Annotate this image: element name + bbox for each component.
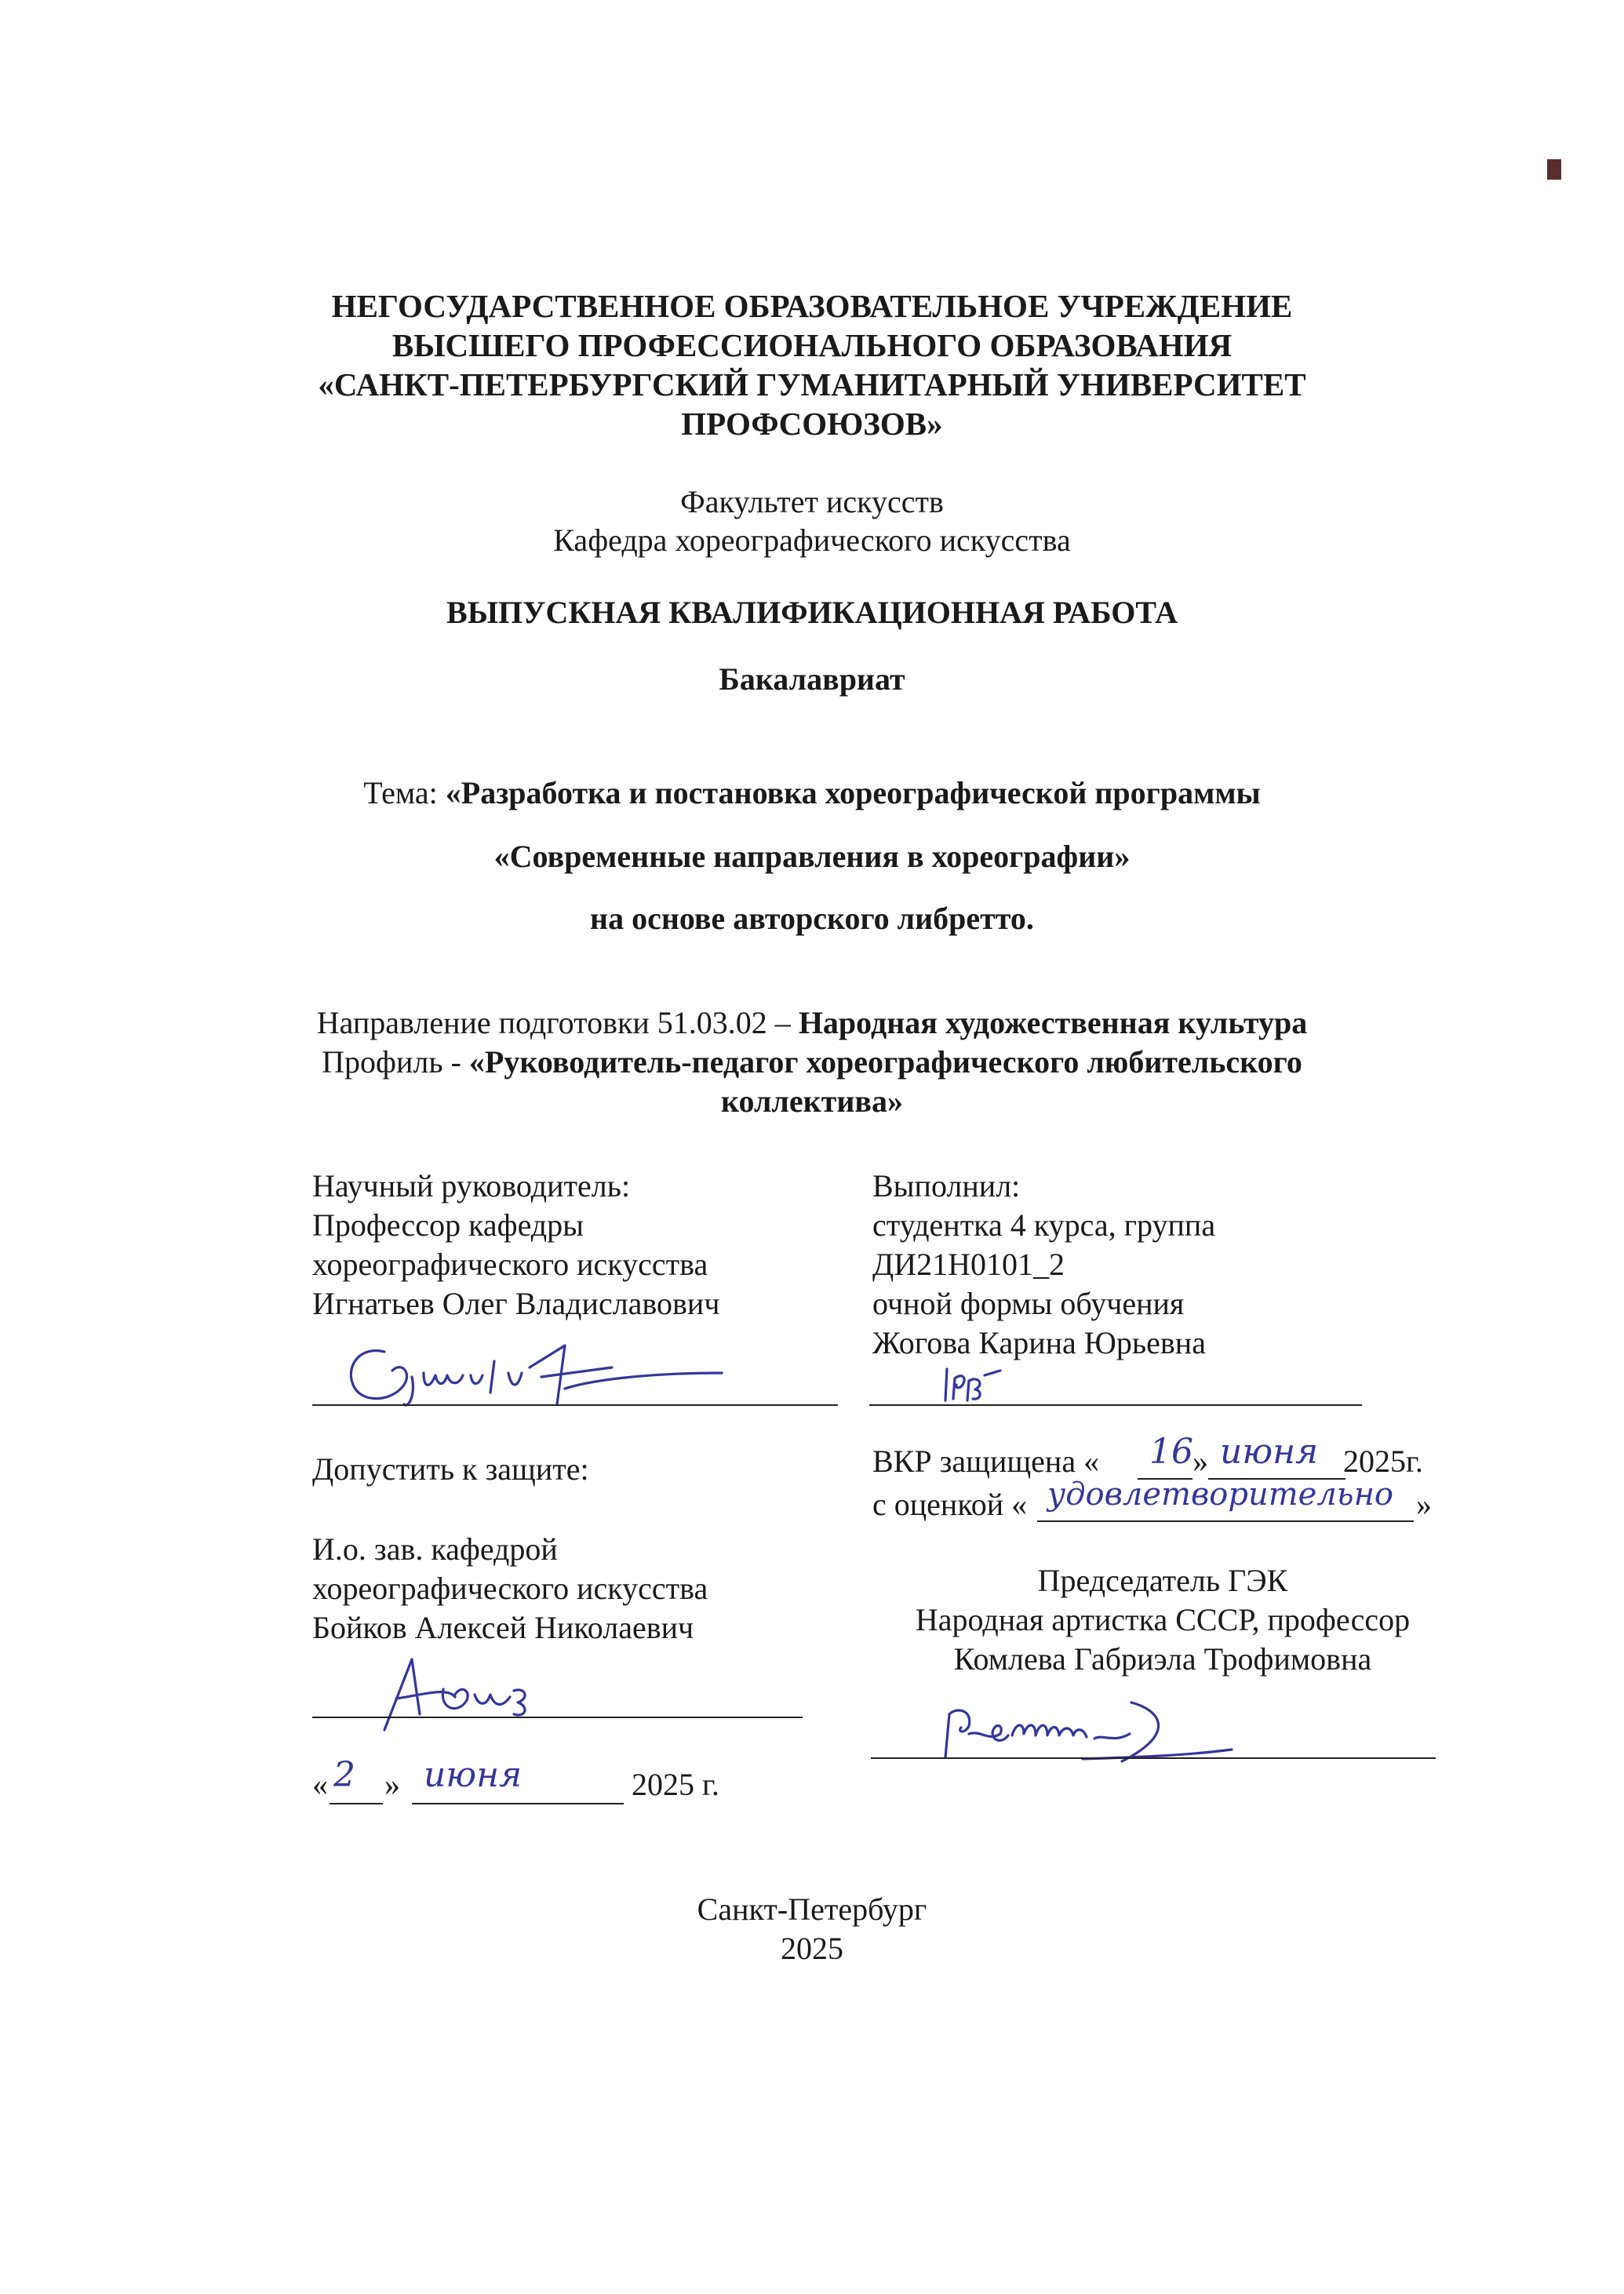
profile: [0, 1042, 1624, 1083]
topic-line-1: [0, 773, 1624, 814]
supervisor-position-1: Профессор кафедры: [312, 1207, 584, 1243]
degree: Бакалавриат: [719, 661, 905, 697]
defense-grade-line: [1037, 1520, 1414, 1522]
direction: [0, 1003, 1624, 1043]
institution-line-4: ПРОФСОЮЗОВ»: [681, 406, 943, 442]
supervisor-position-2: хореографического искусства: [312, 1247, 708, 1282]
supervisor-heading: Научный руководитель:: [312, 1168, 631, 1203]
topic-label: Тема:: [363, 775, 446, 810]
topic-line-2: «Современные направления в хореографии»: [493, 839, 1131, 874]
defense-grade-prefix: с оценкой «: [872, 1487, 1028, 1522]
chair-name: Комлева Габриэла Трофимовна: [953, 1641, 1372, 1677]
student-group: ДИ21Н0101_2: [872, 1247, 1065, 1282]
admission-date-month-line: [412, 1803, 624, 1804]
student-name: Жогова Карина Юрьевна: [872, 1325, 1206, 1360]
defense-grade-suffix: »: [1416, 1487, 1432, 1522]
chair-title: Председатель ГЭК: [1037, 1563, 1288, 1598]
work-type: ВЫПУСКНАЯ КВАЛИФИКАЦИОННАЯ РАБОТА: [446, 595, 1178, 630]
admission-name: Бойков Алексей Николаевич: [312, 1610, 694, 1645]
footer-year: 2025: [781, 1931, 843, 1966]
faculty: Факультет искусств: [680, 484, 944, 519]
admission-position-2: хореографического искусства: [312, 1571, 708, 1606]
scan-artifact-mark: [1547, 159, 1561, 180]
chair-position: Народная артистка СССР, профессор: [915, 1602, 1411, 1637]
direction-value: Народная художественная культура: [798, 1005, 1308, 1040]
profile-value-1: «Руководитель-педагог хореографического любительского: [468, 1044, 1302, 1080]
chair-signature: [926, 1687, 1255, 1773]
admission-position-1: И.о. зав. кафедрой: [312, 1531, 558, 1567]
defense-grade: удовлетворительно: [1047, 1477, 1393, 1513]
profile-label: Профиль -: [322, 1044, 469, 1080]
admission-date-year: 2025 г.: [632, 1767, 719, 1802]
admission-signature: [369, 1651, 557, 1738]
supervisor-signature-line: [312, 1404, 838, 1406]
student-signature: [938, 1361, 1016, 1408]
defense-year: 2025г.: [1343, 1444, 1423, 1479]
supervisor-signature: [330, 1330, 737, 1416]
supervisor-name: Игнатьев Олег Владиславович: [312, 1286, 720, 1321]
profile-value-2: коллектива»: [721, 1083, 903, 1119]
student-form: очной формы обучения: [872, 1286, 1185, 1321]
footer-city: Санкт-Петербург: [697, 1892, 927, 1927]
topic-title-1: «Разработка и постановка хореографической программы: [445, 775, 1261, 810]
admission-date-mid: »: [384, 1767, 400, 1802]
chair-signature-line: [871, 1757, 1436, 1759]
direction-label: Направление подготовки 51.03.02 –: [316, 1005, 799, 1040]
admission-date-open: «: [312, 1767, 328, 1802]
defense-day: 16: [1149, 1432, 1193, 1472]
defense-prefix: ВКР защищена «: [872, 1444, 1100, 1479]
student-heading: Выполнил:: [872, 1168, 1021, 1203]
topic-line-3: на основе авторского либретто.: [590, 901, 1034, 936]
admission-date-month: июня: [424, 1755, 523, 1795]
admission-date-day: 2: [333, 1755, 355, 1795]
institution-line-2: ВЫСШЕГО ПРОФЕССИОНАЛЬНОГО ОБРАЗОВАНИЯ: [391, 327, 1233, 363]
admission-signature-line: [312, 1717, 803, 1718]
institution-line-3: «САНКТ-ПЕТЕРБУРГСКИЙ ГУМАНИТАРНЫЙ УНИВЕРСИТЕТ: [318, 366, 1306, 402]
student-signature-line: [869, 1404, 1362, 1406]
admission-heading: Допустить к защите:: [312, 1451, 589, 1487]
department: Кафедра хореографического искусства: [553, 523, 1071, 558]
defense-month: июня: [1220, 1432, 1319, 1472]
institution-line-1: НЕГОСУДАРСТВЕННОЕ ОБРАЗОВАТЕЛЬНОЕ УЧРЕЖДЕНИЕ: [331, 288, 1293, 324]
student-course: студентка 4 курса, группа: [872, 1207, 1216, 1243]
defense-mid: »: [1193, 1444, 1208, 1479]
admission-date-day-line: [330, 1803, 383, 1804]
